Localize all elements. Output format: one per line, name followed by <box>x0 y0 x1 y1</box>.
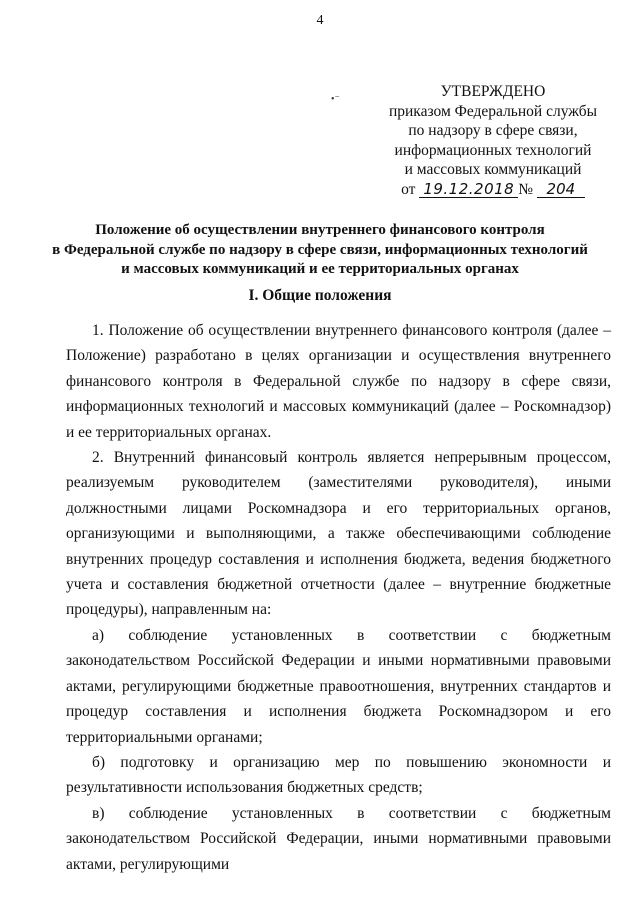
document-body <box>66 318 611 877</box>
page-number: 4 <box>316 13 324 28</box>
paragraph: б) подготовку и организацию мер по повышению экономности и результативности использования бюджетных средств; <box>66 753 611 797</box>
approval-date-line <box>368 180 618 200</box>
title-line: в Федеральной службе по надзору в сфере связи, информационных технологий <box>52 241 588 258</box>
approval-line: приказом Федеральной службы <box>388 102 598 120</box>
document-title <box>50 221 590 280</box>
paragraph: в) соблюдение установленных в соответствии с бюджетным законодательством Российской Федерации, иными нормативными правовыми актами, регулирующими <box>66 804 611 873</box>
title-line: Положение об осуществлении внутреннего финансового контроля <box>95 222 545 238</box>
paragraph: 1. Положение об осуществлении внутреннего финансового контроля (далее – Положение) разработано в целях организации и осуществления внутреннего финансового контроля в Федеральной службе по надзору в сфере связи, информационных технологий и массовых коммуникаций (далее – Роскомнадзор) и ее территориальных органах. <box>66 322 611 441</box>
title-line: и массовых коммуникаций и ее территориальных органах <box>121 261 519 277</box>
approval-heading: УТВЕРЖДЕНО <box>440 83 546 100</box>
approval-stamp <box>368 82 618 199</box>
section-title: I. Общие положения <box>248 287 392 304</box>
approval-line: информационных технологий <box>394 141 592 159</box>
approval-line: по надзору в сфере связи, <box>408 122 578 139</box>
date-prefix: от <box>401 180 416 198</box>
paragraph: 2. Внутренний финансовый контроль является непрерывным процессом, реализуемым руководителем (заместителями руководителя), иными должностными лицами Роскомнадзора и его территориальных органов, организующими и выполняющими, а также обеспечивающими соблюдение внутренних процедур составления и исполнения бюджета, ведения бюджетного учета и составления бюджетной отчетности (далее – внутренние бюджетные процедуры), направленным на: <box>66 449 611 619</box>
approval-date: 19.12.2018 <box>419 181 518 198</box>
approval-number: 204 <box>537 181 585 198</box>
scan-mark: •⁻ <box>331 94 340 105</box>
approval-line: и массовых коммуникаций <box>404 161 582 178</box>
paragraph: а) соблюдение установленных в соответствии с бюджетным законодательством Российской Федерации и иными нормативными правовыми актами, регулирующими бюджетные правоотношения, внутренних стандартов и процедур составления и исполнения бюджета Роскомнадзором и его территориальными органами; <box>66 626 611 746</box>
number-label: № <box>518 180 533 198</box>
